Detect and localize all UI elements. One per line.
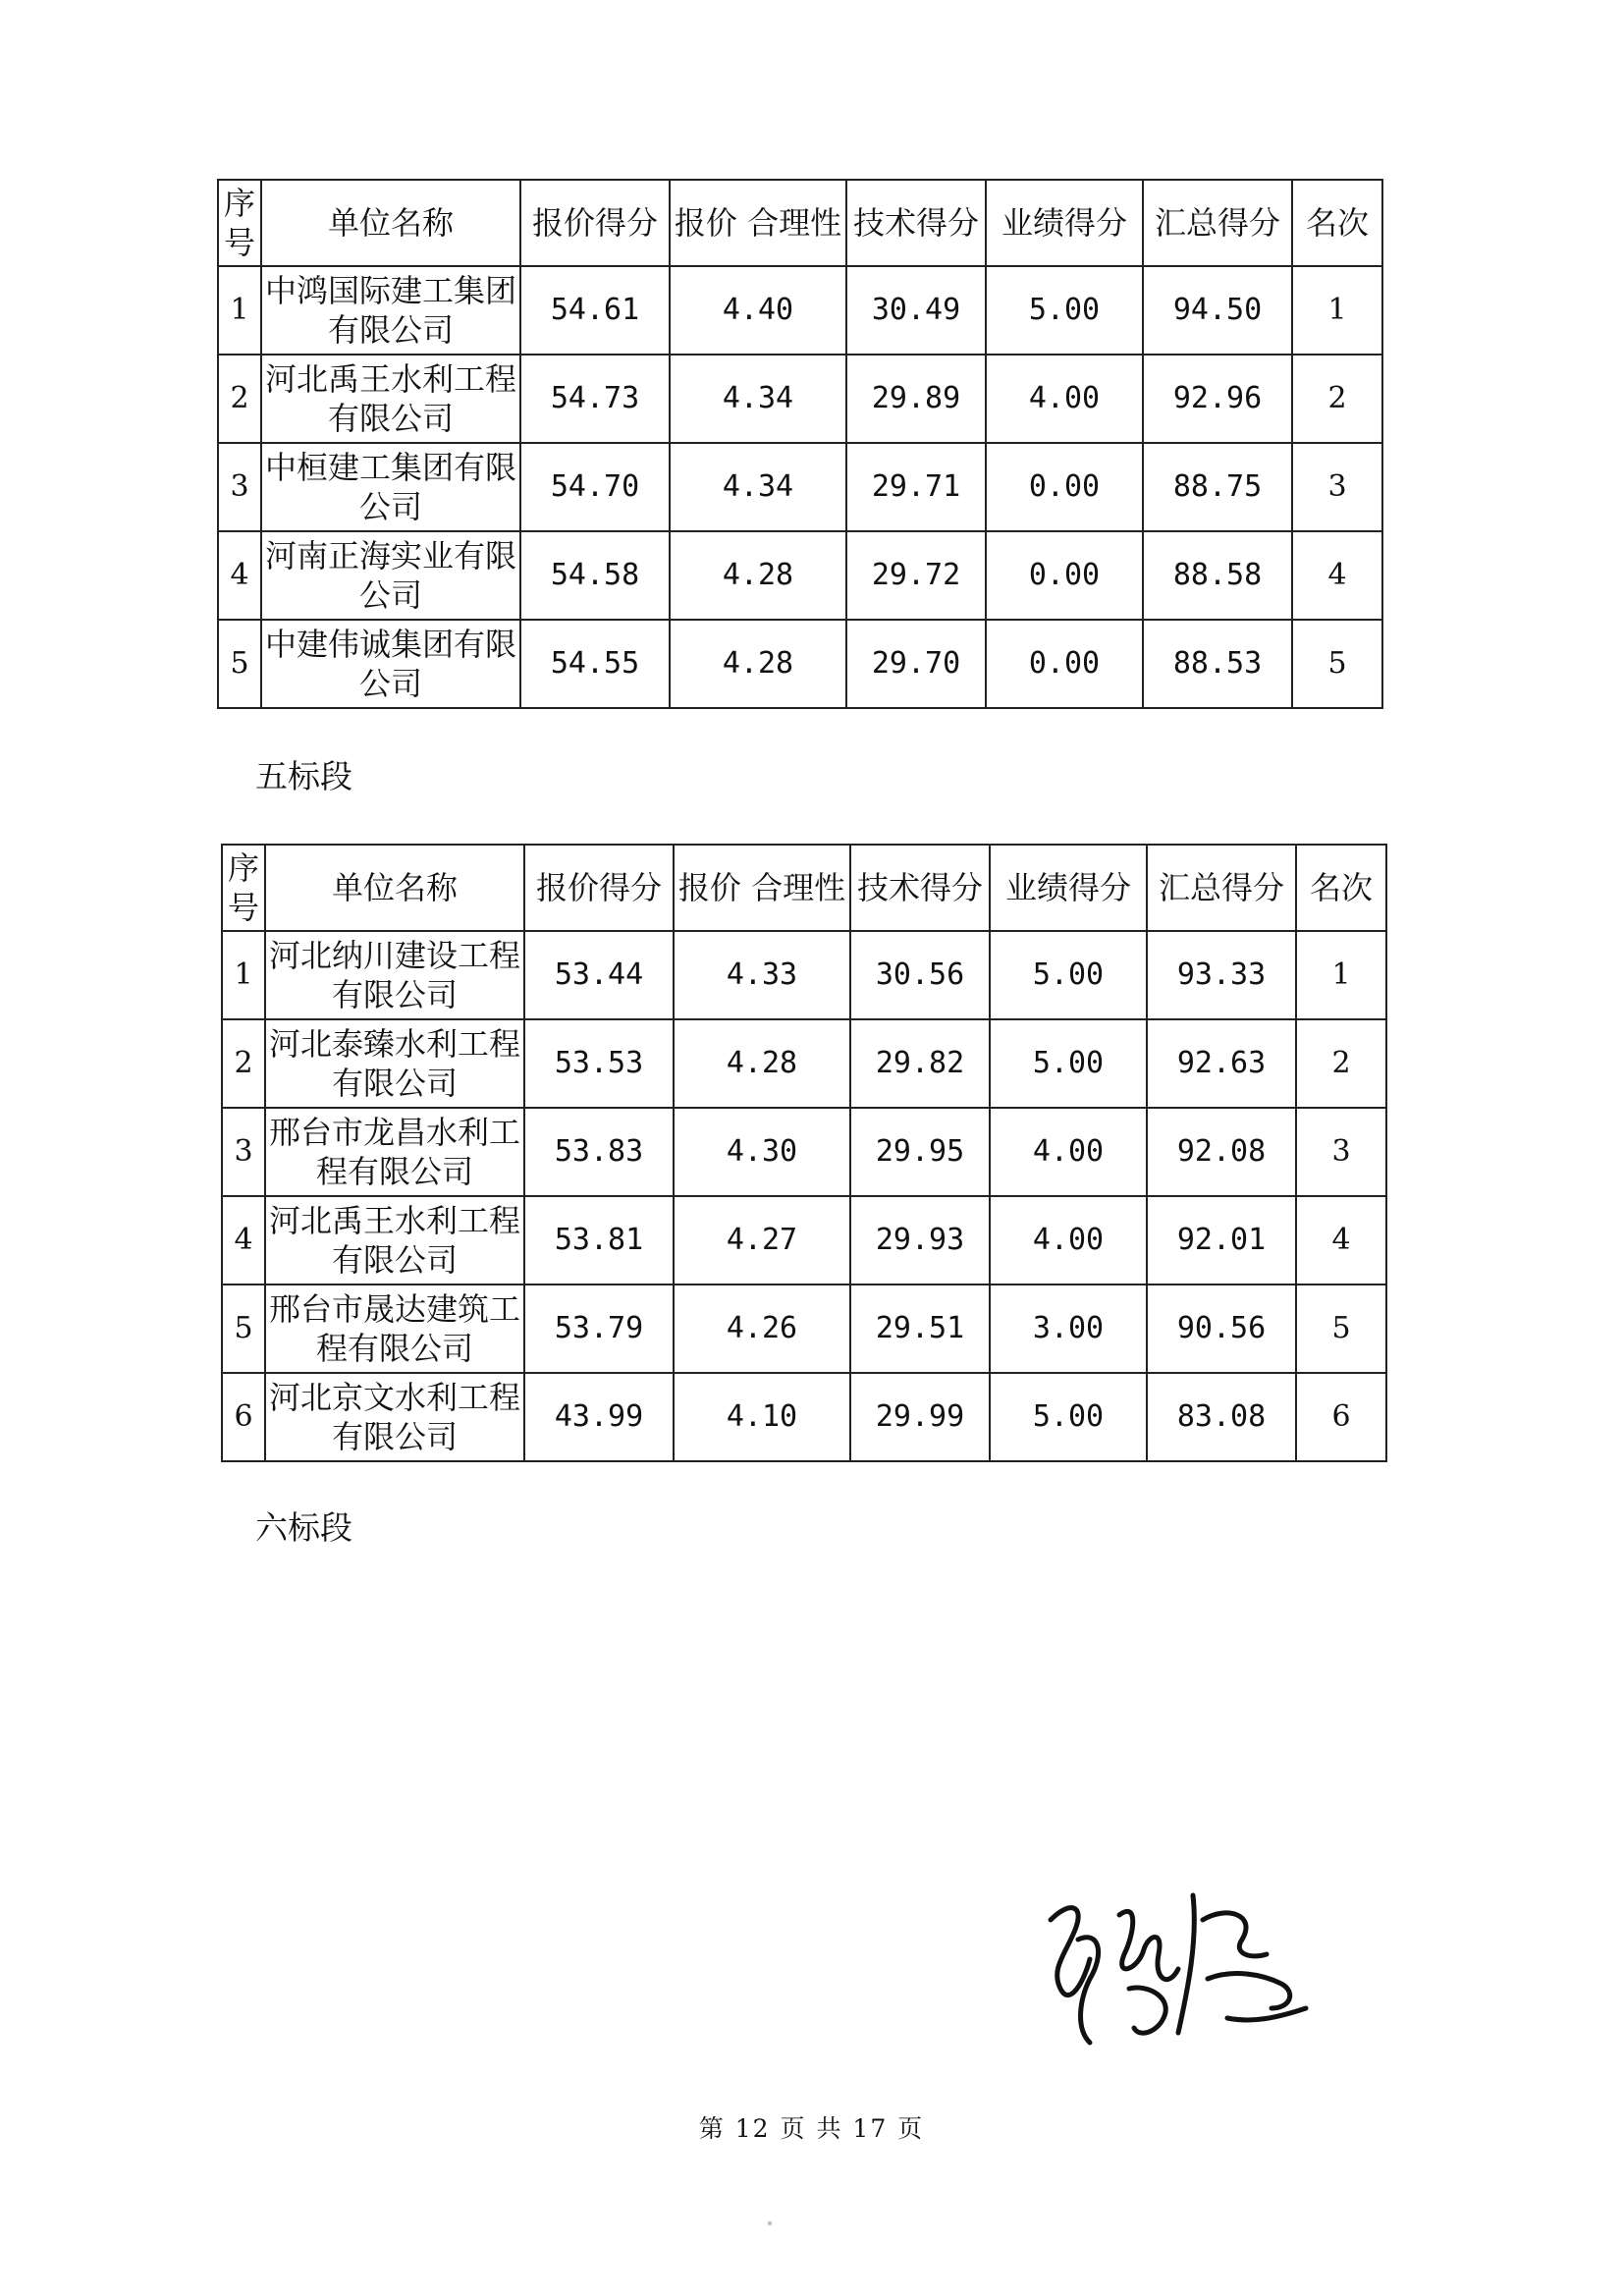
row-seq: 3 [222, 1108, 265, 1196]
section-six-label: 六标段 [255, 1508, 352, 1547]
row-seq: 3 [218, 443, 261, 531]
table-row [222, 1019, 1386, 1108]
row-quote-score: 54.58 [520, 531, 670, 620]
row-quote-score: 54.55 [520, 620, 670, 708]
header-seq: 序号 [222, 845, 265, 931]
row-tech-score: 29.99 [850, 1373, 990, 1461]
row-performance-score: 5.00 [990, 931, 1147, 1019]
row-quote-reasonableness: 4.27 [674, 1196, 850, 1285]
table-row [222, 931, 1386, 1019]
row-tech-score: 30.56 [850, 931, 990, 1019]
row-quote-score: 53.79 [524, 1285, 674, 1373]
row-seq: 1 [218, 266, 261, 355]
row-total-score: 92.96 [1143, 355, 1292, 443]
row-rank: 4 [1296, 1196, 1386, 1285]
row-total-score: 92.63 [1147, 1019, 1296, 1108]
table-row [218, 620, 1382, 708]
row-rank: 6 [1296, 1373, 1386, 1461]
table-row [222, 1373, 1386, 1461]
score-table-section-5 [221, 844, 1387, 1462]
table-row [222, 1108, 1386, 1196]
row-tech-score: 29.72 [846, 531, 986, 620]
row-total-score: 92.01 [1147, 1196, 1296, 1285]
scan-dot [768, 2221, 772, 2225]
row-total-score: 92.08 [1147, 1108, 1296, 1196]
row-total-score: 94.50 [1143, 266, 1292, 355]
header-total-score: 汇总得分 [1143, 180, 1292, 266]
header-quote-score: 报价得分 [524, 845, 674, 931]
row-performance-score: 5.00 [990, 1019, 1147, 1108]
row-quote-score: 54.70 [520, 443, 670, 531]
header-seq: 序号 [218, 180, 261, 266]
row-performance-score: 5.00 [990, 1373, 1147, 1461]
row-quote-reasonableness: 4.28 [670, 620, 846, 708]
row-rank: 4 [1292, 531, 1382, 620]
row-quote-score: 53.81 [524, 1196, 674, 1285]
header-quote-reasonableness: 报价 合理性 [674, 845, 850, 931]
header-rank: 名次 [1292, 180, 1382, 266]
row-unit-name: 河北禹王水利工程有限公司 [261, 355, 520, 443]
page-footer: 第 12 页 共 17 页 [698, 2114, 925, 2143]
row-performance-score: 4.00 [990, 1196, 1147, 1285]
table-row [218, 443, 1382, 531]
row-tech-score: 30.49 [846, 266, 986, 355]
row-performance-score: 3.00 [990, 1285, 1147, 1373]
row-quote-reasonableness: 4.10 [674, 1373, 850, 1461]
row-unit-name: 河北纳川建设工程有限公司 [265, 931, 524, 1019]
row-seq: 6 [222, 1373, 265, 1461]
row-quote-reasonableness: 4.26 [674, 1285, 850, 1373]
row-unit-name: 邢台市晟达建筑工程有限公司 [265, 1285, 524, 1373]
row-quote-score: 54.73 [520, 355, 670, 443]
row-tech-score: 29.82 [850, 1019, 990, 1108]
section-five-label: 五标段 [255, 757, 352, 795]
row-tech-score: 29.95 [850, 1108, 990, 1196]
row-unit-name: 中建伟诚集团有限公司 [261, 620, 520, 708]
row-performance-score: 4.00 [986, 355, 1143, 443]
header-rank: 名次 [1296, 845, 1386, 931]
row-total-score: 88.53 [1143, 620, 1292, 708]
row-rank: 1 [1296, 931, 1386, 1019]
row-total-score: 93.33 [1147, 931, 1296, 1019]
row-quote-score: 53.53 [524, 1019, 674, 1108]
row-quote-reasonableness: 4.28 [670, 531, 846, 620]
header-performance-score: 业绩得分 [990, 845, 1147, 931]
row-seq: 2 [222, 1019, 265, 1108]
row-unit-name: 河北泰臻水利工程有限公司 [265, 1019, 524, 1108]
row-seq: 5 [218, 620, 261, 708]
row-performance-score: 4.00 [990, 1108, 1147, 1196]
header-tech-score: 技术得分 [850, 845, 990, 931]
header-quote-reasonableness: 报价 合理性 [670, 180, 846, 266]
row-rank: 2 [1292, 355, 1382, 443]
row-unit-name: 中鸿国际建工集团有限公司 [261, 266, 520, 355]
row-unit-name: 河南正海实业有限公司 [261, 531, 520, 620]
header-unit-name: 单位名称 [261, 180, 520, 266]
row-performance-score: 0.00 [986, 620, 1143, 708]
row-rank: 2 [1296, 1019, 1386, 1108]
row-unit-name: 邢台市龙昌水利工程有限公司 [265, 1108, 524, 1196]
row-performance-score: 0.00 [986, 531, 1143, 620]
row-total-score: 90.56 [1147, 1285, 1296, 1373]
row-unit-name: 河北禹王水利工程有限公司 [265, 1196, 524, 1285]
row-seq: 1 [222, 931, 265, 1019]
row-total-score: 83.08 [1147, 1373, 1296, 1461]
row-rank: 5 [1296, 1285, 1386, 1373]
row-unit-name: 河北京文水利工程有限公司 [265, 1373, 524, 1461]
score-table-section-4 [217, 179, 1383, 709]
row-quote-reasonableness: 4.28 [674, 1019, 850, 1108]
row-quote-reasonableness: 4.34 [670, 355, 846, 443]
header-unit-name: 单位名称 [265, 845, 524, 931]
row-tech-score: 29.89 [846, 355, 986, 443]
row-tech-score: 29.93 [850, 1196, 990, 1285]
table-row [218, 531, 1382, 620]
handwritten-signature [1031, 1861, 1325, 2067]
row-total-score: 88.58 [1143, 531, 1292, 620]
row-tech-score: 29.71 [846, 443, 986, 531]
table-row [222, 1285, 1386, 1373]
header-quote-score: 报价得分 [520, 180, 670, 266]
row-rank: 1 [1292, 266, 1382, 355]
header-performance-score: 业绩得分 [986, 180, 1143, 266]
row-performance-score: 5.00 [986, 266, 1143, 355]
table-row [218, 355, 1382, 443]
header-total-score: 汇总得分 [1147, 845, 1296, 931]
table-row [218, 266, 1382, 355]
row-seq: 2 [218, 355, 261, 443]
row-total-score: 88.75 [1143, 443, 1292, 531]
row-quote-reasonableness: 4.33 [674, 931, 850, 1019]
table-header-row [218, 180, 1382, 266]
row-quote-score: 43.99 [524, 1373, 674, 1461]
row-rank: 3 [1292, 443, 1382, 531]
row-rank: 3 [1296, 1108, 1386, 1196]
row-unit-name: 中桓建工集团有限公司 [261, 443, 520, 531]
table-row [222, 1196, 1386, 1285]
table-header-row [222, 845, 1386, 931]
row-quote-score: 54.61 [520, 266, 670, 355]
header-tech-score: 技术得分 [846, 180, 986, 266]
row-performance-score: 0.00 [986, 443, 1143, 531]
row-quote-score: 53.83 [524, 1108, 674, 1196]
row-rank: 5 [1292, 620, 1382, 708]
row-quote-reasonableness: 4.40 [670, 266, 846, 355]
row-quote-reasonableness: 4.34 [670, 443, 846, 531]
row-tech-score: 29.70 [846, 620, 986, 708]
row-seq: 4 [222, 1196, 265, 1285]
row-seq: 5 [222, 1285, 265, 1373]
row-quote-score: 53.44 [524, 931, 674, 1019]
row-seq: 4 [218, 531, 261, 620]
row-quote-reasonableness: 4.30 [674, 1108, 850, 1196]
row-tech-score: 29.51 [850, 1285, 990, 1373]
